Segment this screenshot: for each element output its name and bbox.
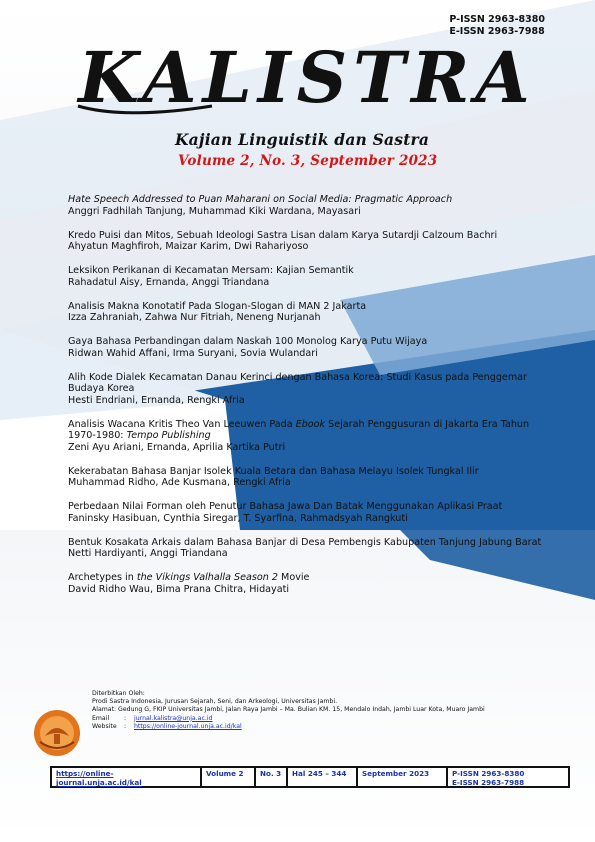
article-authors: Faninsky Hasibuan, Cynthia Siregar, T. Syarfina, Rahmadsyah Rangkuti [68,512,408,524]
email-link[interactable]: jurnal.kalistra@unja.ac.id [134,714,213,722]
article-title: Gaya Bahasa Perbandingan dalam Naskah 100 Monolog Karya Putu Wijaya [68,336,428,347]
volume-line: Volume 2, No. 3, September 2023 [178,153,438,169]
publisher-website-row: Website : https://online-journal.unja.ac.id/kal [92,722,242,730]
article-entry[interactable] [68,501,548,524]
article-entry[interactable] [68,466,548,489]
article-authors: Netti Hardiyanti, Anggi Triandana [68,548,228,559]
article-authors: David Ridho Wau, Bima Prana Chitra, Hidayati [68,583,290,595]
article-entry[interactable] [68,194,548,217]
article-entry[interactable] [68,372,548,407]
article-title: Leksikon Perikanan di Kecamatan Mersam: Kajian Semantik [68,265,354,276]
article-title: Archetypes in the Vikings Valhalla Season 2 Movie [68,572,310,583]
bar-issn-cell [448,768,568,786]
journal-subtitle: Kajian Linguistik dan Sastra [175,130,430,149]
article-entry[interactable] [68,419,548,454]
article-entry[interactable] [68,230,548,253]
journal-info-bar [50,766,570,788]
publisher-email-row: Email : jurnal.kalistra@unja.ac.id [92,714,213,722]
e-issn: E-ISSN 2963-7988 [449,26,545,37]
article-authors: Ahyatun Maghfiroh, Maizar Karim, Dwi Rahariyoso [68,241,309,252]
bar-pages: Hal 245 – 344 [288,768,358,786]
article-title: Kredo Puisi dan Mitos, Sebuah Ideologi Sastra Lisan dalam Karya Sutardji Calzoum Bachri [68,229,498,241]
publisher-unit: Prodi Sastra Indonesia, Jurusan Sejarah, Seni, dan Arkeologi, Universitas Jambi. [92,698,338,706]
article-title: Bentuk Kosakata Arkais dalam Bahasa Banjar di Desa Pembengis Kabupaten Tanjung Jabung Barat [68,536,542,548]
article-title: Analisis Wacana Kritis Theo Van Leeuwen Pada Ebook Sejarah Penggusuran di Jakarta Era Tahun 1970-1980: Tempo Publishing [68,418,530,441]
article-authors: Rahadatul Aisy, Ernanda, Anggi Triandana [68,276,270,288]
bar-date: September 2023 [358,768,448,786]
logo-emblem-base [54,734,60,744]
website-link[interactable]: https://online-journal.unja.ac.id/kal [134,722,242,730]
article-authors: Ridwan Wahid Affani, Irma Suryani, Sovia Wulandari [68,347,318,359]
bar-p-issn: P-ISSN 2963-8380 [452,769,525,778]
article-authors: Muhammad Ridho, Ade Kusmana, Rengki Afria [68,477,291,488]
article-authors: Anggri Fadhilah Tanjung, Muhammad Kiki Wardana, Mayasari [68,205,361,217]
article-title: Analisis Makna Konotatif Pada Slogan-Slogan di MAN 2 Jakarta [68,300,367,312]
article-entry[interactable] [68,537,548,560]
table-of-contents [68,194,548,608]
bar-volume: Volume 2 [202,768,256,786]
article-entry[interactable] [68,572,548,595]
university-logo [32,708,82,758]
article-authors: Izza Zahraniah, Zahwa Nur Fitriah, Neneng Nurjanah [68,312,321,323]
article-entry[interactable] [68,265,548,288]
publisher-label: Diterbitkan Oleh: [92,690,145,697]
bar-number: No. 3 [256,768,288,786]
bar-e-issn: E-ISSN 2963-7988 [452,777,525,787]
bar-url-cell [52,768,202,786]
article-title: Hate Speech Addressed to Puan Maharani on Social Media: Pragmatic Approach [68,194,453,205]
publisher-address: Alamat: Gedung G, FKIP Universitas Jambi, Jalan Raya Jambi – Ma. Bulian KM. 15, Mendalo Indah, Jambi Luar Kota, Muaro Jambi [92,706,485,714]
article-entry[interactable] [68,336,548,359]
issn-block [449,14,545,38]
journal-url-link[interactable]: https://online-journal.unja.ac.id/kal [56,769,142,787]
article-authors: Zeni Ayu Ariani, Ernanda, Aprilia Kartika Putri [68,441,286,453]
article-title: Alih Kode Dialek Kecamatan Danau Kerinci dengan Bahasa Korea: Studi Kasus pada Penggemar Budaya Korea [68,371,527,394]
article-title: Perbedaan Nilai Forman oleh Penutur Bahasa Jawa Dan Batak Menggunakan Aplikasi Praat [68,501,503,512]
article-entry[interactable] [68,301,548,324]
p-issn: P-ISSN 2963-8380 [449,14,545,25]
article-authors: Hesti Endriani, Ernanda, Rengki Afria [68,394,245,406]
logo-text: KALISTRA [78,40,536,118]
journal-logo [72,40,542,118]
article-title: Kekerabatan Bahasa Banjar Isolek Kuala Betara dan Bahasa Melayu Isolek Tungkal Ilir [68,465,479,477]
publisher-info [92,690,552,731]
